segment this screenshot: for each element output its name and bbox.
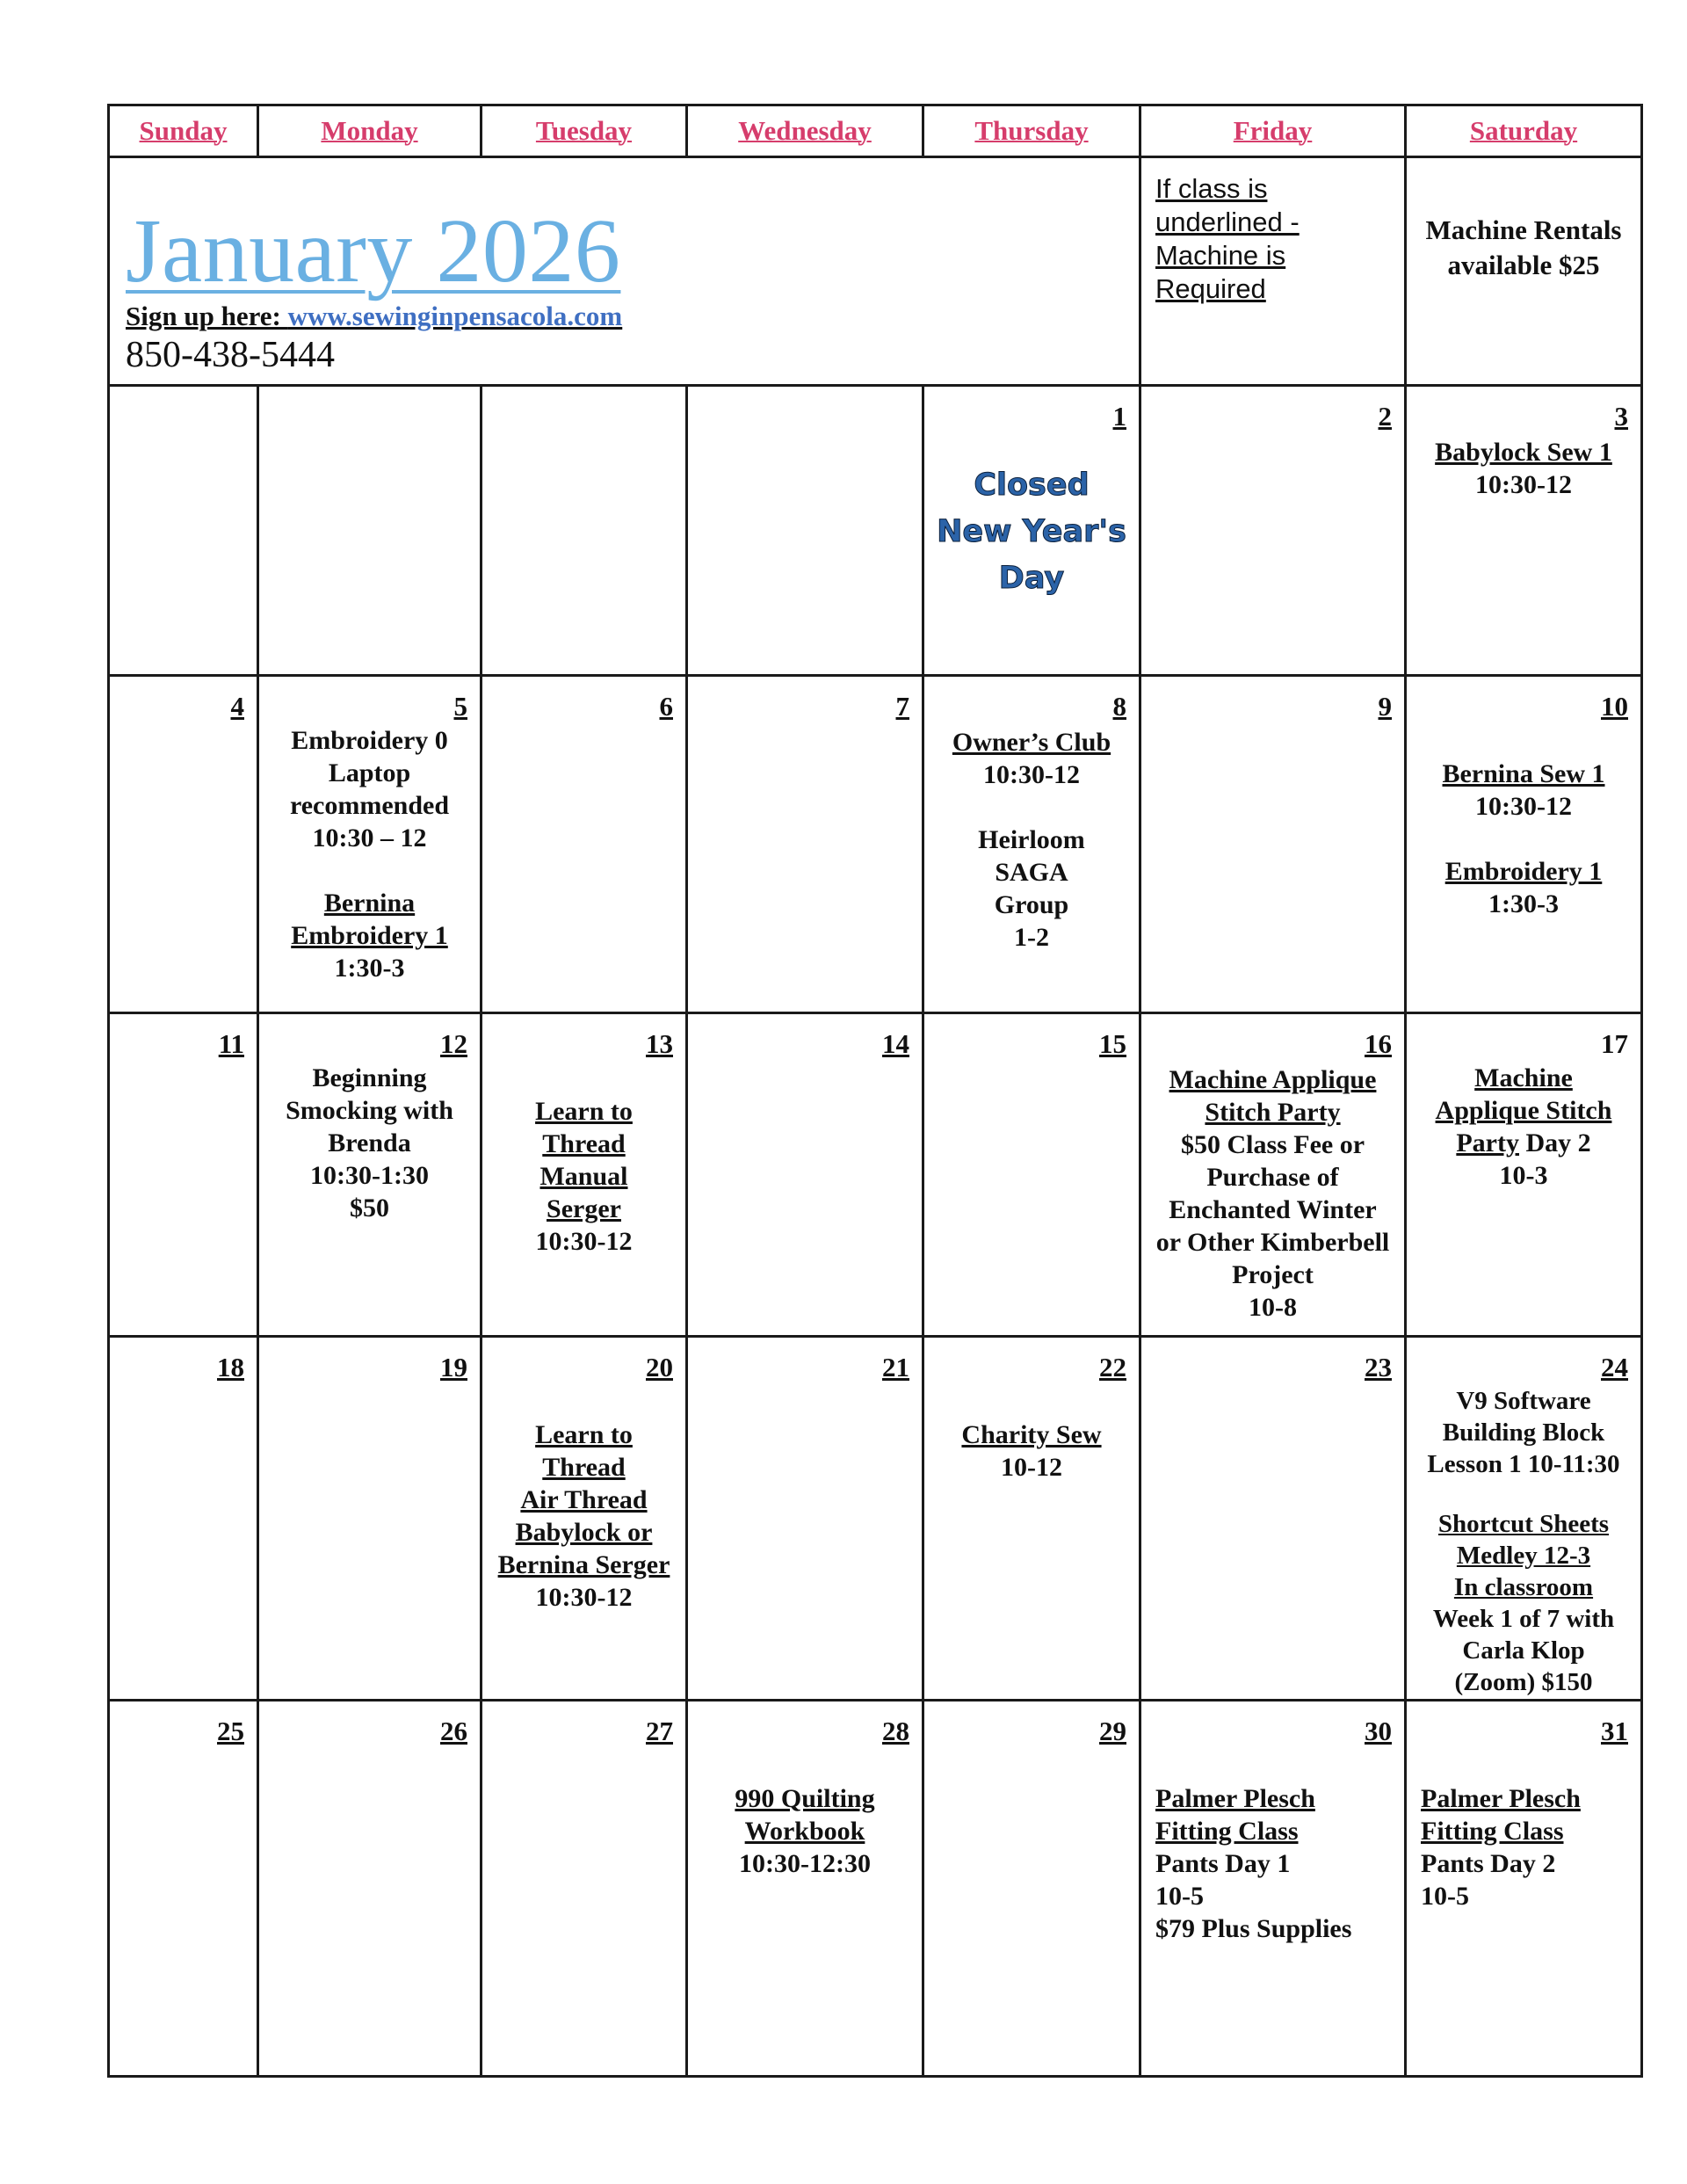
day-number: 28	[882, 1716, 909, 1746]
event-time: 1:30-3	[334, 954, 405, 983]
calendar-grid	[107, 104, 1643, 2078]
machine-note-line: underlined -	[1155, 207, 1300, 237]
day-number: 13	[646, 1028, 673, 1059]
event-title: Day 2	[1518, 1128, 1591, 1157]
day-number: 21	[882, 1352, 909, 1382]
event-title: V9 Software	[1456, 1387, 1591, 1415]
weekday-sunday: Sunday	[109, 105, 258, 157]
day-number: 10	[1601, 691, 1628, 722]
event-price: $50 Class Fee or	[1180, 1130, 1365, 1159]
rentals-line: Machine Rentals	[1425, 214, 1622, 245]
machine-note-line: If class is	[1155, 173, 1268, 204]
event-title: SAGA	[995, 858, 1068, 887]
event-line: Week 1 of 7 with	[1432, 1605, 1615, 1633]
day-cell-8	[923, 676, 1140, 1013]
day-events	[688, 1782, 922, 1880]
weekday-tuesday: Tuesday	[481, 105, 687, 157]
event-line: Enchanted Winter	[1169, 1195, 1377, 1224]
day-events	[1407, 1062, 1640, 1192]
day-events	[482, 1095, 685, 1258]
event-time: 10:30-12:30	[739, 1849, 871, 1878]
day-number: 31	[1601, 1716, 1628, 1746]
week-row	[109, 386, 1642, 676]
week-row	[109, 676, 1642, 1013]
day-cell-5	[258, 676, 481, 1013]
event-title: Thread	[542, 1453, 626, 1482]
event-spacer	[1407, 823, 1640, 855]
event-time: 10:30-12	[983, 760, 1080, 789]
day-cell-27	[481, 1701, 687, 2077]
day-events	[1407, 758, 1640, 920]
week-row	[109, 1701, 1642, 2077]
event-price: $79 Plus Supplies	[1155, 1914, 1352, 1943]
day-cell-2	[1140, 386, 1406, 676]
event-title: Owner’s Club	[952, 728, 1111, 757]
day-number: 26	[440, 1716, 467, 1746]
day-number: 22	[1099, 1352, 1126, 1382]
event-title: Serger	[547, 1194, 621, 1223]
day-events	[1407, 1782, 1640, 1912]
day-cell-3	[1406, 386, 1642, 676]
day-number: 7	[895, 691, 909, 722]
closed-notice	[924, 462, 1139, 602]
event-time: 10:30-12	[535, 1583, 633, 1612]
event-title: Party	[1456, 1128, 1519, 1157]
event-title: Bernina Sew 1	[1442, 759, 1605, 788]
event-time: 1-2	[1014, 923, 1049, 952]
weekday-wednesday: Wednesday	[687, 105, 923, 157]
day-events	[259, 1062, 480, 1224]
event-title: Building Block	[1442, 1419, 1605, 1447]
day-number: 24	[1601, 1352, 1628, 1382]
event-line: Project	[1232, 1260, 1314, 1289]
event-time: 10-8	[1249, 1293, 1297, 1322]
event-title: Shortcut Sheets	[1437, 1510, 1610, 1538]
day-cell-17	[1406, 1013, 1642, 1337]
event-time: 10:30-12	[535, 1227, 633, 1256]
event-time: 10-5	[1421, 1882, 1469, 1911]
day-number: 20	[646, 1352, 673, 1382]
event-title: Pants Day 2	[1421, 1849, 1556, 1878]
event-line: Laptop	[328, 758, 411, 787]
event-title: Embroidery 0	[291, 726, 448, 755]
day-number: 16	[1365, 1028, 1392, 1059]
day-cell-14	[687, 1013, 923, 1337]
empty-day-cell	[481, 386, 687, 676]
event-title: Bernina Serger	[497, 1550, 670, 1579]
empty-day-cell	[687, 386, 923, 676]
day-cell-16	[1140, 1013, 1406, 1337]
event-title: Medley 12-3	[1456, 1542, 1591, 1570]
event-title: Heirloom	[978, 825, 1085, 854]
day-number: 4	[230, 691, 244, 722]
event-title: 990 Quilting	[735, 1784, 875, 1813]
day-number: 12	[440, 1028, 467, 1059]
weekday-monday: Monday	[258, 105, 481, 157]
week-row	[109, 1013, 1642, 1337]
day-events	[1141, 1063, 1404, 1324]
event-title: Palmer Plesch	[1155, 1784, 1315, 1813]
phone-number: 850-438-5444	[126, 335, 335, 375]
event-title: Thread	[542, 1129, 626, 1158]
day-number: 18	[217, 1352, 244, 1382]
day-cell-19	[258, 1337, 481, 1701]
day-cell-25	[109, 1701, 258, 2077]
day-cell-31	[1406, 1701, 1642, 2077]
day-cell-9	[1140, 676, 1406, 1013]
event-title: Learn to	[535, 1420, 633, 1449]
event-title: Stitch Party	[1205, 1098, 1341, 1127]
day-cell-12	[258, 1013, 481, 1337]
day-cell-22	[923, 1337, 1140, 1701]
event-title: In classroom	[1453, 1573, 1594, 1601]
day-events	[924, 726, 1139, 954]
event-time: 10-12	[1001, 1453, 1062, 1482]
day-number: 11	[218, 1028, 244, 1059]
day-events	[1141, 1782, 1404, 1945]
event-title: Bernina	[323, 889, 416, 918]
day-number: 25	[217, 1716, 244, 1746]
day-cell-4	[109, 676, 258, 1013]
event-title: Babylock or	[515, 1518, 653, 1547]
event-title: Machine Applique	[1169, 1065, 1377, 1094]
day-number: 1	[1112, 401, 1126, 432]
closed-line: Closed	[974, 468, 1090, 503]
event-title: Palmer Plesch	[1421, 1784, 1581, 1813]
event-title: Manual	[539, 1162, 628, 1191]
day-number: 23	[1365, 1352, 1392, 1382]
event-title: Smocking with	[286, 1096, 453, 1125]
closed-line: New Year's	[937, 514, 1126, 549]
day-number: 3	[1614, 401, 1628, 432]
day-number: 17	[1601, 1028, 1628, 1059]
day-events	[482, 1419, 685, 1614]
title-row	[109, 157, 1642, 386]
weekday-header-row	[109, 105, 1642, 157]
day-cell-30	[1140, 1701, 1406, 2077]
day-cell-21	[687, 1337, 923, 1701]
event-spacer	[259, 854, 480, 887]
event-spacer	[924, 791, 1139, 824]
day-cell-26	[258, 1701, 481, 2077]
day-number: 27	[646, 1716, 673, 1746]
title-cell	[109, 157, 1140, 386]
event-title: Applique Stitch	[1435, 1096, 1612, 1125]
empty-day-cell	[109, 386, 258, 676]
event-title: Embroidery 1	[291, 921, 448, 950]
day-number: 29	[1099, 1716, 1126, 1746]
empty-day-cell	[258, 386, 481, 676]
event-title: Air Thread	[520, 1485, 648, 1514]
event-title: Embroidery 1	[1444, 857, 1603, 886]
day-cell-18	[109, 1337, 258, 1701]
day-number: 9	[1378, 691, 1392, 722]
day-cell-29	[923, 1701, 1140, 2077]
event-spacer	[1407, 1480, 1640, 1508]
event-title: Brenda	[328, 1128, 411, 1157]
signup-line	[126, 301, 622, 332]
closed-line: Day	[998, 561, 1065, 596]
machine-note-line: Machine is	[1155, 240, 1286, 271]
event-time: 10:30-1:30	[310, 1161, 429, 1190]
event-time: Lesson 1 10-11:30	[1427, 1450, 1620, 1478]
event-title: Fitting Class	[1155, 1817, 1299, 1846]
day-cell-15	[923, 1013, 1140, 1337]
machine-note	[1140, 157, 1406, 386]
month-title: January 2026	[126, 200, 621, 301]
weekday-saturday: Saturday	[1406, 105, 1642, 157]
day-cell-13	[481, 1013, 687, 1337]
machine-note-line: Required	[1155, 273, 1266, 304]
day-number: 19	[440, 1352, 467, 1382]
day-cell-20	[481, 1337, 687, 1701]
day-number: 14	[882, 1028, 909, 1059]
day-cell-28	[687, 1701, 923, 2077]
event-time: 10-5	[1155, 1882, 1204, 1911]
day-cell-7	[687, 676, 923, 1013]
signup-link[interactable]: www.sewinginpensacola.com	[287, 301, 623, 331]
event-time: 10:30-12	[1475, 470, 1572, 499]
event-title: Charity Sew	[961, 1420, 1102, 1449]
day-number: 30	[1365, 1716, 1392, 1746]
event-time: 10:30-12	[1475, 792, 1572, 821]
event-line: or Other Kimberbell	[1155, 1228, 1390, 1257]
day-cell-24	[1406, 1337, 1642, 1701]
event-title: Learn to	[535, 1097, 633, 1126]
event-title: Workbook	[744, 1817, 865, 1846]
event-line: Purchase of	[1206, 1163, 1339, 1192]
event-line: Carla Klop	[1462, 1636, 1585, 1665]
week-row	[109, 1337, 1642, 1701]
day-cell-23	[1140, 1337, 1406, 1701]
day-number: 2	[1378, 401, 1392, 432]
event-title: Pants Day 1	[1155, 1849, 1291, 1878]
day-events	[259, 724, 480, 984]
weekday-thursday: Thursday	[923, 105, 1140, 157]
day-cell-6	[481, 676, 687, 1013]
machine-rentals-note	[1406, 157, 1642, 386]
weekday-friday: Friday	[1140, 105, 1406, 157]
day-events	[1407, 1385, 1640, 1698]
event-time: 10-3	[1499, 1161, 1548, 1190]
event-title: Babylock Sew 1	[1435, 438, 1612, 467]
event-line: recommended	[289, 791, 450, 820]
day-cell-1	[923, 386, 1140, 676]
event-title: Machine	[1474, 1063, 1573, 1092]
event-price: (Zoom) $150	[1454, 1668, 1593, 1696]
event-title: Group	[994, 890, 1069, 919]
rentals-line: available $25	[1447, 250, 1600, 280]
day-number: 6	[659, 691, 673, 722]
event-price: $50	[350, 1194, 389, 1223]
day-cell-10	[1406, 676, 1642, 1013]
day-number: 15	[1099, 1028, 1126, 1059]
day-number: 8	[1112, 691, 1126, 722]
signup-label: Sign up here:	[126, 301, 288, 331]
day-events	[924, 1419, 1139, 1484]
day-number: 5	[453, 691, 467, 722]
day-events	[1407, 436, 1640, 501]
event-title: Fitting Class	[1421, 1817, 1564, 1846]
event-time: 10:30 – 12	[312, 824, 427, 853]
event-time: 1:30-3	[1488, 889, 1559, 918]
day-cell-11	[109, 1013, 258, 1337]
event-title: Beginning	[312, 1063, 427, 1092]
